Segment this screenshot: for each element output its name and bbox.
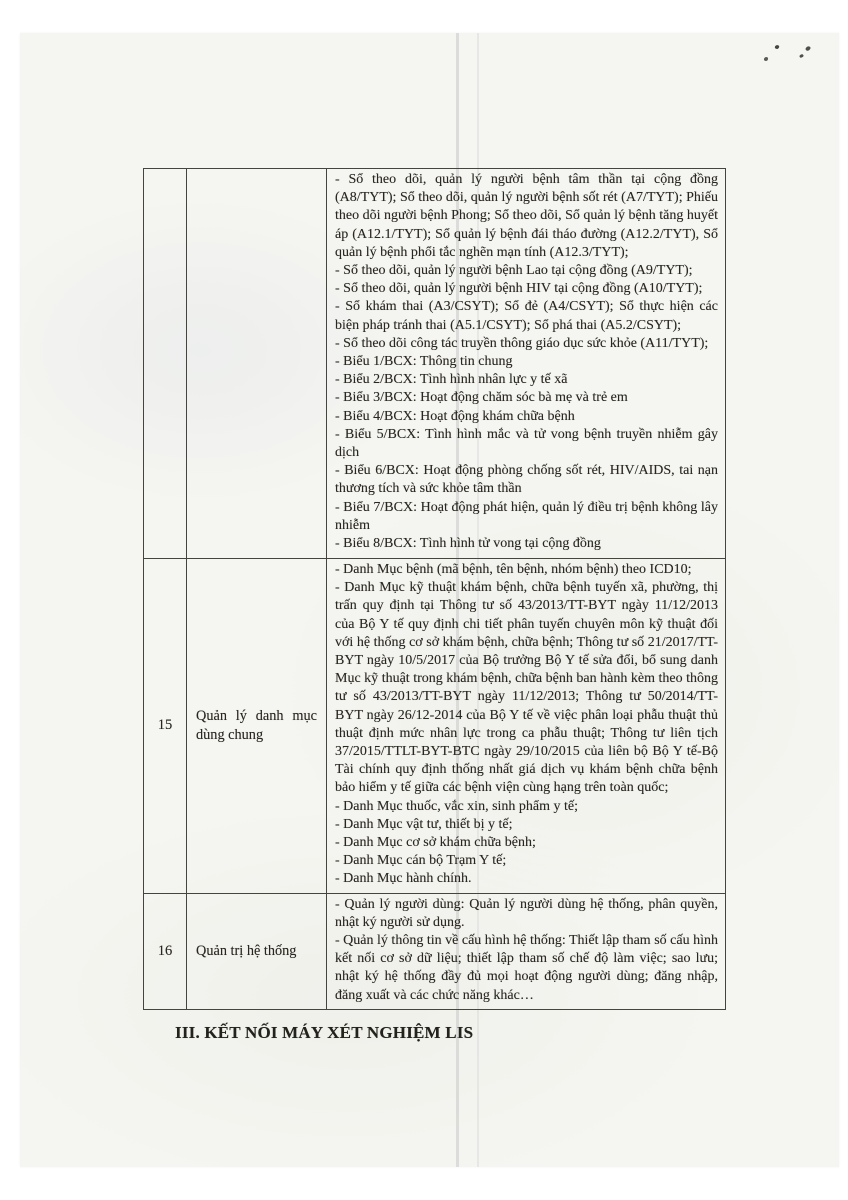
detail-item: - Quản lý thông tin về cấu hình hệ thống: Thiết lập tham số cấu hình kết nối cơ sở dữ liệu; thiết lập tham số chế độ làm việc; sao lưu; nhật ký hệ thống đầy đủ mọi hoạt động người dùng; đăng nhập, đăng xuất và các chức năng khác…	[335, 933, 718, 1003]
row-number: 16	[157, 942, 173, 959]
row-number-cell	[144, 559, 186, 893]
detail-item: - Danh Mục cán bộ Trạm Y tế;	[335, 853, 507, 869]
detail-item: - Danh Mục hành chính.	[335, 871, 472, 887]
feature-table	[143, 168, 726, 1010]
detail-item: - Danh Mục vật tư, thiết bị y tế;	[335, 816, 513, 832]
detail-item: - Biểu 3/BCX: Hoạt động chăm sóc bà mẹ và trẻ em	[335, 390, 628, 406]
ink-speck	[805, 45, 811, 51]
detail-item: - Biểu 1/BCX: Thông tin chung	[335, 354, 513, 370]
ink-speck	[764, 57, 769, 62]
feature-name-cell	[186, 169, 326, 558]
section-heading: III. KẾT NỐI MÁY XÉT NGHIỆM LIS	[175, 1022, 474, 1042]
ink-speck	[774, 44, 779, 49]
table-row	[144, 169, 725, 558]
row-number-cell	[144, 169, 186, 558]
feature-detail-cell	[326, 894, 725, 1009]
detail-item: - Quản lý người dùng: Quản lý người dùng hệ thống, phân quyền, nhật ký người sử dụng.	[335, 896, 718, 930]
detail-item: - Sổ theo dõi công tác truyền thông giáo dục sức khỏe (A11/TYT);	[335, 335, 709, 351]
detail-item: - Danh Mục cơ sở khám chữa bệnh;	[335, 835, 536, 851]
detail-item: - Sổ theo dõi, quản lý người bệnh Lao tại cộng đồng (A9/TYT);	[335, 263, 693, 279]
row-number-cell	[144, 894, 186, 1009]
detail-item: - Sổ theo dõi, quản lý người bệnh tâm thần tại cộng đồng (A8/TYT); Sổ theo dõi, quản lý người bệnh sốt rét (A7/TYT); Phiếu theo dõi người bệnh Phong; Sổ theo dõi, Sổ quản lý bệnh tăng huyết áp (A12.1/TYT); Sổ quản lý bệnh đái tháo đường (A12.2/TYT), Sổ quản lý bệnh phổi tắc nghẽn mạn tính (A12.3/TYT);	[335, 172, 718, 260]
detail-item: - Danh Mục bệnh (mã bệnh, tên bệnh, nhóm bệnh) theo ICD10;	[335, 562, 692, 577]
feature-name: Quản trị hệ thống	[196, 943, 297, 960]
row-number: 15	[157, 717, 173, 734]
feature-detail-cell	[326, 169, 725, 558]
detail-item: - Danh Mục kỹ thuật khám bệnh, chữa bệnh tuyến xã, phường, thị trấn quy định tại Thông tư số 43/2013/TT-BYT ngày 11/12/2013 của Bộ Y tế quy định chi tiết phân tuyến chuyên môn kỹ thuật đối với hệ thống cơ sở khám bệnh, chữa bệnh; Thông tư số 21/2017/TT-BYT ngày 10/5/2017 của Bộ trưởng Bộ Y tế sửa đổi, bổ sung danh Mục kỹ thuật trong khám bệnh, chữa bệnh ban hành kèm theo thông tư số 43/2013/TT-BYT ngày 11/12/2013; Thông tư 50/2014/TT-BYT ngày 26/12-2014 của Bộ Y tế về việc phân loại phẫu thuật thủ thuật định mức nhân lực trong ca phẫu thuật; Thông tư liên tịch 37/2015/TTLT-BYT-BTC ngày 29/10/2015 của liên bộ Bộ Y tế-Bộ Tài chính quy định thống nhất giá dịch vụ khám bệnh chữa bệnh bảo hiểm y tế giữa các bệnh viện cùng hạng trên toàn quốc;	[335, 580, 718, 796]
detail-item: - Biểu 4/BCX: Hoạt động khám chữa bệnh	[335, 408, 575, 424]
detail-item: - Danh Mục thuốc, vắc xin, sinh phẩm y tế;	[335, 798, 579, 814]
detail-item: - Biểu 7/BCX: Hoạt động phát hiện, quản lý điều trị bệnh không lây nhiễm	[335, 499, 718, 533]
detail-item: - Biểu 8/BCX: Tình hình tử vong tại cộng đồng	[335, 536, 601, 552]
feature-name-cell	[186, 559, 326, 893]
feature-name: Quản lý danh mục dùng chung	[196, 708, 317, 743]
feature-detail-cell	[326, 559, 725, 893]
detail-item: - Biểu 6/BCX: Hoạt động phòng chống sốt rét, HIV/AIDS, tai nạn thương tích và sức khỏe tâm thần	[335, 463, 718, 497]
detail-item: - Biểu 5/BCX: Tình hình mắc và tử vong bệnh truyền nhiễm gây dịch	[335, 426, 718, 461]
detail-item: - Sổ khám thai (A3/CSYT); Sổ đẻ (A4/CSYT); Sổ thực hiện các biện pháp tránh thai (A5.1/CSYT); Sổ phá thai (A5.2/CSYT);	[335, 299, 718, 333]
ink-speck	[799, 54, 804, 59]
detail-item: - Biểu 2/BCX: Tình hình nhân lực y tế xã	[335, 372, 568, 388]
feature-name-cell	[186, 894, 326, 1009]
table-row	[144, 558, 725, 893]
table-row	[144, 893, 725, 1009]
detail-item: - Sổ theo dõi, quản lý người bệnh HIV tại cộng đồng (A10/TYT);	[335, 281, 703, 297]
page-sheet	[20, 33, 839, 1167]
